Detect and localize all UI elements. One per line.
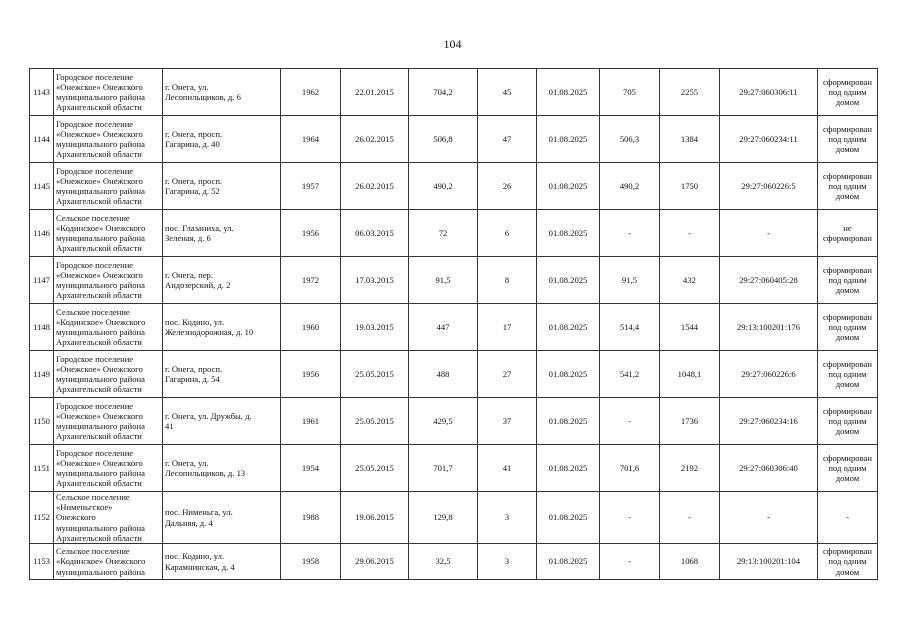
cell-planned-date: 01.08.2025 — [537, 544, 600, 580]
settlement-name-line: Архангельской области — [56, 102, 142, 113]
land-status-line: сформирован — [823, 358, 872, 369]
cell-cost-value: - — [660, 210, 720, 257]
cell-land-status — [818, 445, 878, 492]
settlement-name-line: Сельское поселение — [56, 492, 130, 502]
cell-recognition-date: 06.03.2015 — [341, 210, 409, 257]
table-row — [30, 69, 878, 116]
cell-construction-year: 1960 — [281, 304, 341, 351]
address-line: пос. Кодино, ул. — [165, 316, 225, 327]
cell-construction-year: 1956 — [281, 210, 341, 257]
cell-settlement-name — [54, 210, 163, 257]
table-row — [30, 210, 878, 257]
cell-land-area: - — [600, 210, 660, 257]
cell-settlement-name — [54, 351, 163, 398]
settlement-name-line: Архангельской области — [56, 532, 142, 543]
cell-planned-date: 01.08.2025 — [537, 163, 600, 210]
address-line: г. Онега, ул. — [165, 457, 209, 468]
settlement-name-line: Архангельской области — [56, 243, 142, 254]
settlement-name-line: муниципального района — [56, 374, 145, 384]
cell-land-status — [818, 398, 878, 445]
cell-recognition-date: 17.03.2015 — [341, 257, 409, 304]
land-status-line: сформирован — [823, 264, 872, 275]
settlement-name-line: муниципального района — [56, 327, 145, 337]
settlement-name-line: «Онежское» Онежского — [56, 457, 143, 468]
cell-row-number: 1149 — [30, 351, 54, 398]
cell-land-area: 705 — [600, 69, 660, 116]
cell-land-status — [818, 351, 878, 398]
settlement-name-line: «Кодинское» Онежского — [56, 222, 146, 233]
cell-settlement-name — [54, 304, 163, 351]
settlement-name-line: «Кодинское» Онежского — [56, 556, 146, 567]
settlement-name-line: муниципального района — [56, 139, 145, 149]
cell-recognition-date: 19.03.2015 — [341, 304, 409, 351]
table-row — [30, 544, 878, 580]
cell-construction-year: 1954 — [281, 445, 341, 492]
settlement-name-line: Городское поселение — [56, 259, 134, 270]
cell-residents-count: 26 — [478, 163, 537, 210]
cell-construction-year: 1961 — [281, 398, 341, 445]
settlement-name-line: Городское поселение — [56, 353, 134, 364]
cell-building-area: 129,8 — [409, 492, 478, 544]
land-status-line: под одним — [828, 462, 867, 473]
cell-address — [163, 398, 281, 445]
cell-residents-count: 47 — [478, 116, 537, 163]
address-line: г. Онега, ул. — [165, 81, 209, 92]
cell-settlement-name — [54, 492, 163, 544]
cell-planned-date: 01.08.2025 — [537, 492, 600, 544]
cell-building-area: 506,8 — [409, 116, 478, 163]
cell-cadastral-number: - — [720, 210, 818, 257]
cell-planned-date: 01.08.2025 — [537, 398, 600, 445]
cell-land-area: 514,4 — [600, 304, 660, 351]
settlement-name-line: Архангельской области — [56, 337, 142, 348]
cell-construction-year: 1962 — [281, 69, 341, 116]
cell-land-area: 701,6 — [600, 445, 660, 492]
land-status-line: сформирован — [823, 170, 872, 181]
cell-cost-value: 1384 — [660, 116, 720, 163]
cell-planned-date: 01.08.2025 — [537, 69, 600, 116]
land-status-line: домом — [835, 473, 860, 484]
housing-registry-table — [29, 68, 878, 580]
cell-land-area: 506,3 — [600, 116, 660, 163]
table-row — [30, 398, 878, 445]
land-status-line: домом — [835, 566, 860, 577]
cell-construction-year: 1958 — [281, 544, 341, 580]
settlement-name-line: «Кодинское» Онежского — [56, 316, 146, 327]
cell-cost-value: 1750 — [660, 163, 720, 210]
cell-row-number: 1150 — [30, 398, 54, 445]
cell-settlement-name — [54, 544, 163, 580]
cell-address — [163, 163, 281, 210]
land-status-line: сформирован — [823, 123, 872, 134]
cell-recognition-date: 25.05.2015 — [341, 351, 409, 398]
cell-cost-value: 2192 — [660, 445, 720, 492]
table-row — [30, 163, 878, 210]
settlement-name-line: Онежского — [56, 512, 96, 523]
address-line: г. Онега, ул. Дружбы, д. — [165, 410, 252, 421]
settlement-name-line: «Онежское» Онежского — [56, 410, 143, 421]
cell-building-area: 447 — [409, 304, 478, 351]
cell-land-status — [818, 257, 878, 304]
cell-settlement-name — [54, 445, 163, 492]
cell-row-number: 1146 — [30, 210, 54, 257]
settlement-name-line: муниципального района — [56, 522, 145, 533]
cell-planned-date: 01.08.2025 — [537, 445, 600, 492]
cell-cadastral-number: 29:27:060234:11 — [720, 116, 818, 163]
land-status-line: под одним — [828, 321, 867, 332]
address-line: пос. Глазаниха, ул. — [165, 222, 234, 233]
cell-land-status — [818, 163, 878, 210]
cell-cost-value: 1068 — [660, 544, 720, 580]
cell-construction-year: 1956 — [281, 351, 341, 398]
cell-land-status — [818, 492, 878, 544]
settlement-name-line: Городское поселение — [56, 447, 134, 458]
cell-residents-count: 3 — [478, 492, 537, 544]
cell-cadastral-number: 29:27:060405:28 — [720, 257, 818, 304]
cell-land-area: - — [600, 492, 660, 544]
land-status-line: под одним — [828, 274, 867, 285]
cell-cadastral-number: 29:13:100201:176 — [720, 304, 818, 351]
settlement-name-line: Архангельской области — [56, 196, 142, 207]
land-status-line: сформирован — [823, 311, 872, 322]
cell-planned-date: 01.08.2025 — [537, 116, 600, 163]
settlement-name-line: Архангельской области — [56, 478, 142, 489]
settlement-name-line: Сельское поселение — [56, 306, 130, 317]
address-line: 41 — [165, 421, 174, 431]
cell-cost-value: 1544 — [660, 304, 720, 351]
table-row — [30, 116, 878, 163]
land-status-line: домом — [835, 97, 860, 108]
cell-residents-count: 41 — [478, 445, 537, 492]
cell-land-status — [818, 116, 878, 163]
cell-recognition-date: 26.02.2015 — [341, 116, 409, 163]
cell-address — [163, 257, 281, 304]
settlement-name-line: муниципального района — [56, 566, 145, 577]
cell-land-area: - — [600, 544, 660, 580]
land-status-line: под одним — [828, 180, 867, 191]
land-status-line: сформирован — [823, 452, 872, 463]
address-line: Андозерский, д. 2 — [165, 280, 231, 290]
cell-address — [163, 116, 281, 163]
land-status-line: - — [846, 512, 849, 523]
settlement-name-line: муниципального района — [56, 92, 145, 102]
land-status-line: сформирован — [823, 405, 872, 416]
cell-address — [163, 544, 281, 580]
cell-row-number: 1148 — [30, 304, 54, 351]
cell-address — [163, 69, 281, 116]
cell-cost-value: 1736 — [660, 398, 720, 445]
land-status-line: сформирован — [823, 233, 872, 243]
settlement-name-line: Городское поселение — [56, 71, 134, 82]
cell-recognition-date: 25.05.2015 — [341, 398, 409, 445]
address-line: пос. Нименьга, ул. — [165, 507, 233, 518]
land-status-line: под одним — [828, 556, 867, 567]
cell-row-number: 1151 — [30, 445, 54, 492]
settlement-name-line: муниципального района — [56, 468, 145, 478]
cell-address — [163, 304, 281, 351]
cell-residents-count: 45 — [478, 69, 537, 116]
settlement-name-line: муниципального района — [56, 186, 145, 196]
address-line: г. Онега, просп. — [165, 175, 223, 186]
address-line: пос. Кодино, ул. — [165, 551, 225, 562]
settlement-name-line: муниципального района — [56, 421, 145, 431]
cell-settlement-name — [54, 69, 163, 116]
settlement-name-line: Сельское поселение — [56, 212, 130, 223]
cell-address — [163, 445, 281, 492]
cell-cadastral-number: 29:13:100201:104 — [720, 544, 818, 580]
cell-recognition-date: 26.02.2015 — [341, 163, 409, 210]
settlement-name-line: «Онежское» Онежского — [56, 128, 143, 139]
address-line: Дальняя, д. 4 — [165, 517, 213, 528]
land-status-line: домом — [835, 426, 860, 437]
settlement-name-line: муниципального района — [56, 280, 145, 290]
table-row — [30, 257, 878, 304]
address-line: Гагарина, д. 52 — [165, 186, 220, 196]
cell-planned-date: 01.08.2025 — [537, 257, 600, 304]
cell-planned-date: 01.08.2025 — [537, 304, 600, 351]
cell-building-area: 490,2 — [409, 163, 478, 210]
cell-planned-date: 01.08.2025 — [537, 351, 600, 398]
land-status-line: сформирован — [823, 76, 872, 87]
settlement-name-line: «Нименьгское» — [56, 502, 113, 513]
cell-building-area: 429,5 — [409, 398, 478, 445]
cell-address — [163, 492, 281, 544]
cell-residents-count: 6 — [478, 210, 537, 257]
land-status-line: под одним — [828, 415, 867, 426]
address-line: г. Онега, просп. — [165, 128, 223, 139]
cell-row-number: 1152 — [30, 492, 54, 544]
cell-cadastral-number: 29:27:060226:5 — [720, 163, 818, 210]
land-status-line: домом — [835, 144, 860, 155]
cell-row-number: 1143 — [30, 69, 54, 116]
cell-settlement-name — [54, 257, 163, 304]
settlement-name-line: муниципального района — [56, 233, 145, 243]
table-row — [30, 304, 878, 351]
land-status-line: домом — [835, 332, 860, 343]
cell-address — [163, 351, 281, 398]
settlement-name-line: Архангельской области — [56, 290, 142, 301]
cell-land-area: 541,2 — [600, 351, 660, 398]
cell-residents-count: 17 — [478, 304, 537, 351]
table-row — [30, 492, 878, 544]
cell-recognition-date: 19.06.2015 — [341, 492, 409, 544]
cell-construction-year: 1972 — [281, 257, 341, 304]
cell-building-area: 32,5 — [409, 544, 478, 580]
cell-planned-date: 01.08.2025 — [537, 210, 600, 257]
address-line: Карамнинская, д. 4 — [165, 561, 235, 572]
cell-construction-year: 1988 — [281, 492, 341, 544]
cell-settlement-name — [54, 163, 163, 210]
settlement-name-line: Городское поселение — [56, 400, 134, 411]
address-line: Гагарина, д. 40 — [165, 139, 220, 149]
table-row — [30, 445, 878, 492]
land-status-line: домом — [835, 379, 860, 390]
land-status-line: под одним — [828, 86, 867, 97]
cell-cost-value: 1048,1 — [660, 351, 720, 398]
land-status-line: сформирован — [823, 546, 872, 557]
land-status-line: домом — [835, 191, 860, 202]
cell-cadastral-number: 29:27:060234:16 — [720, 398, 818, 445]
address-line: Зеленая, д. 6 — [165, 233, 211, 243]
cell-residents-count: 37 — [478, 398, 537, 445]
cell-cost-value: - — [660, 492, 720, 544]
cell-cost-value: 2255 — [660, 69, 720, 116]
address-line: Лесопильщиков, д. 13 — [165, 468, 246, 478]
address-line: Гагарина, д. 54 — [165, 374, 220, 384]
cell-cadastral-number: 29:27:060306:11 — [720, 69, 818, 116]
cell-land-status — [818, 304, 878, 351]
settlement-name-line: «Онежское» Онежского — [56, 269, 143, 280]
cell-building-area: 488 — [409, 351, 478, 398]
cell-residents-count: 27 — [478, 351, 537, 398]
cell-cost-value: 432 — [660, 257, 720, 304]
table-row — [30, 351, 878, 398]
cell-building-area: 704,2 — [409, 69, 478, 116]
land-status-line: домом — [835, 285, 860, 296]
cell-cadastral-number: 29:27:060306:40 — [720, 445, 818, 492]
cell-cadastral-number: 29:27:060226:6 — [720, 351, 818, 398]
cell-building-area: 72 — [409, 210, 478, 257]
address-line: г. Онега, просп. — [165, 363, 223, 374]
cell-land-area: 490,2 — [600, 163, 660, 210]
cell-recognition-date: 29.06.2015 — [341, 544, 409, 580]
cell-row-number: 1153 — [30, 544, 54, 580]
cell-settlement-name — [54, 116, 163, 163]
settlement-name-line: Городское поселение — [56, 118, 134, 129]
settlement-name-line: Архангельской области — [56, 149, 142, 160]
cell-land-status — [818, 544, 878, 580]
cell-address — [163, 210, 281, 257]
cell-cadastral-number: - — [720, 492, 818, 544]
land-status-line: под одним — [828, 368, 867, 379]
cell-land-status — [818, 210, 878, 257]
cell-residents-count: 3 — [478, 544, 537, 580]
table-body — [30, 69, 878, 580]
cell-land-area: - — [600, 398, 660, 445]
settlement-name-line: «Онежское» Онежского — [56, 363, 143, 374]
cell-construction-year: 1964 — [281, 116, 341, 163]
address-line: Железнодорожная, д. 10 — [165, 327, 254, 337]
cell-recognition-date: 25.05.2015 — [341, 445, 409, 492]
land-status-line: под одним — [828, 133, 867, 144]
address-line: Лесопильщиков, д. 6 — [165, 92, 241, 102]
settlement-name-line: Архангельской области — [56, 431, 142, 442]
page-number: 104 — [443, 37, 462, 51]
address-line: г. Онега, пер. — [165, 269, 213, 280]
settlement-name-line: «Онежское» Онежского — [56, 175, 143, 186]
settlement-name-line: Архангельской области — [56, 384, 142, 395]
cell-residents-count: 8 — [478, 257, 537, 304]
settlement-name-line: «Онежское» Онежского — [56, 81, 143, 92]
land-status-line: не — [843, 222, 852, 233]
cell-land-status — [818, 69, 878, 116]
cell-row-number: 1144 — [30, 116, 54, 163]
cell-row-number: 1145 — [30, 163, 54, 210]
cell-construction-year: 1957 — [281, 163, 341, 210]
cell-building-area: 91,5 — [409, 257, 478, 304]
cell-building-area: 701,7 — [409, 445, 478, 492]
cell-settlement-name — [54, 398, 163, 445]
settlement-name-line: Городское поселение — [56, 165, 134, 176]
settlement-name-line: Сельское поселение — [56, 546, 130, 557]
cell-recognition-date: 22.01.2015 — [341, 69, 409, 116]
cell-row-number: 1147 — [30, 257, 54, 304]
cell-land-area: 91,5 — [600, 257, 660, 304]
